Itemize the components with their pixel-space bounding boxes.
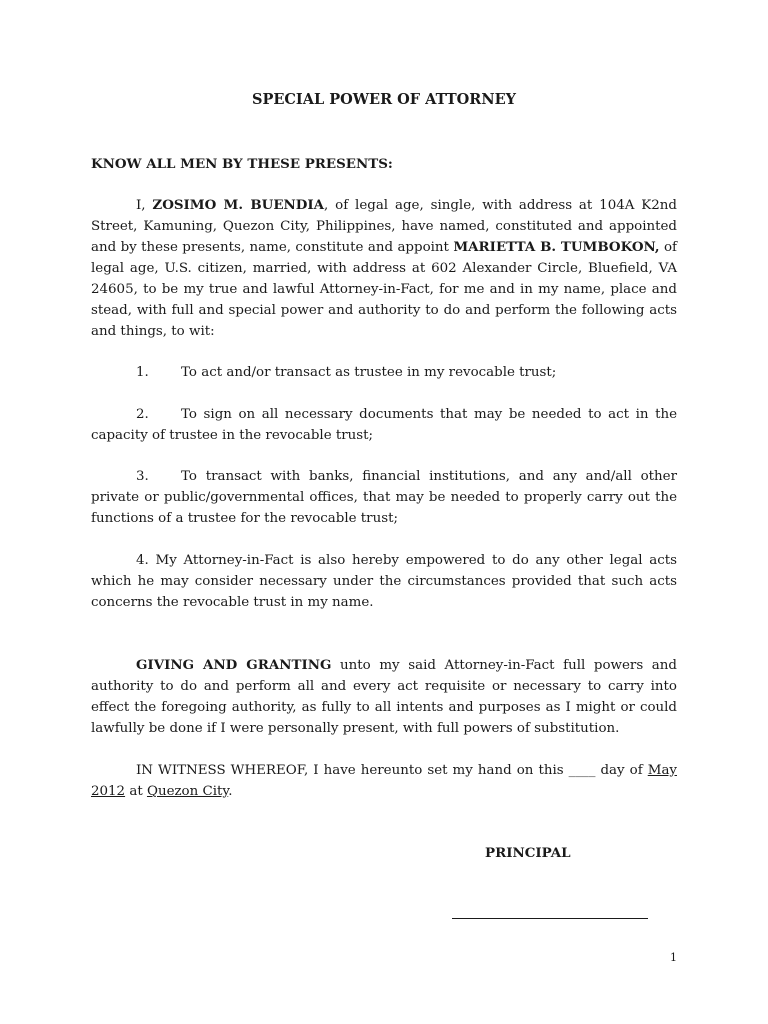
giving-paragraph [91,655,677,739]
witness-text-2: at [125,784,147,799]
list-item-4-number: 4. [136,553,149,568]
signature-line [452,918,648,919]
list-item-1-text: To act and/or transact as trustee in my revocable trust; [181,365,557,380]
giving-lead: GIVING AND GRANTING [136,657,332,673]
witness-text-3: . [228,784,233,799]
list-item-4 [91,550,677,613]
list-item-3 [91,466,677,529]
witness-paragraph [91,760,677,802]
page-number: 1 [670,951,677,964]
giving-text: unto my said Attorney-in-Fact full powers and authority to do and perform all and every act requisite or necessary to carry into effect the foregoing authority, as fully to all intents and purposes as I might or could lawfully be done if I were personally present, with full powers of substitution. [91,658,677,736]
attorney-name: MARIETTA B. TUMBOKON, [453,239,660,255]
witness-text-1: IN WITNESS WHEREOF, I have hereunto set my hand on this ____ day of [136,763,648,778]
witness-date: May 2012 [91,763,677,799]
list-item-1-number: 1. [136,365,149,380]
intro-text-1: I, [136,198,153,213]
list-item-1 [91,362,677,383]
principal-label: PRINCIPAL [485,845,571,861]
know-all-heading: KNOW ALL MEN BY THESE PRESENTS: [91,156,393,172]
list-item-2-text: To sign on all necessary documents that may be needed to act in the capacity of trustee in the revocable trust; [91,407,677,443]
intro-text-3: of legal age, U.S. citizen, married, with address at 602 Alexander Circle, Bluefield, VA 24605, to be my true and lawful Attorney-in-Fact, for me and in my name, place and stead, with full and special power and authority to do and perform the following acts and things, to wit: [91,240,677,339]
document-title: SPECIAL POWER OF ATTORNEY [251,91,517,108]
witness-place: Quezon City [146,784,229,799]
list-item-3-text: To transact with banks, financial institutions, and any and/all other private or public/governmental offices, that may be needed to properly carry out the functions of a trustee for the revocable trust; [91,469,677,526]
list-item-3-number: 3. [136,469,149,484]
intro-paragraph [91,195,677,342]
list-item-2-number: 2. [136,407,149,422]
list-item-4-text: My Attorney-in-Fact is also hereby empowered to do any other legal acts which he may consider necessary under the circumstances provided that such acts concerns the revocable trust in my name. [91,553,677,610]
intro-text-2: , of legal age, single, with address at 104A K2nd Street, Kamuning, Quezon City, Philippines, have named, constituted and appointed and by these presents, name, constitute and appoint [91,198,677,255]
principal-name: ZOSIMO M. BUENDIA [152,197,325,213]
list-item-2 [91,404,677,446]
